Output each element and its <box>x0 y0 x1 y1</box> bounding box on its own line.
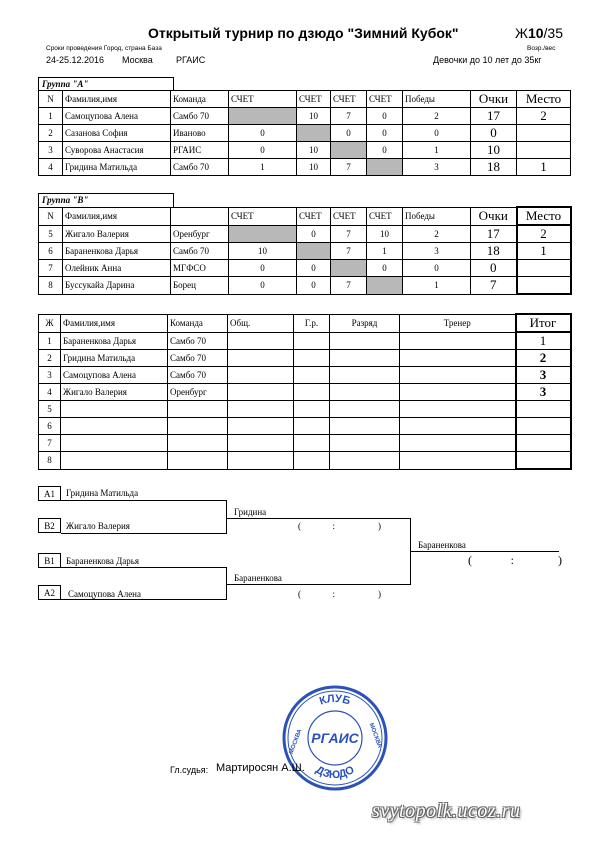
row-score: 0 <box>367 260 403 277</box>
row-name: Самоцупова Алена <box>63 108 171 125</box>
row-score: 10 <box>297 159 331 176</box>
row-birth-year <box>294 401 330 418</box>
final-table <box>38 313 572 470</box>
row-total <box>228 452 294 470</box>
row-team: Оренбург <box>171 225 229 243</box>
semi1-time <box>298 521 381 531</box>
col-name: Фамилия,имя <box>63 91 171 108</box>
row-name: Гридина Матильда <box>61 350 168 367</box>
row-name: Олейник Анна <box>63 260 171 277</box>
row-n: 1 <box>39 108 63 125</box>
row-score <box>331 260 367 277</box>
row-score <box>331 142 367 159</box>
row-name: Буссукайа Дарина <box>63 277 171 295</box>
row-place: 1 <box>517 159 571 176</box>
bracket-name-a1: Гридина Матильда <box>66 488 139 498</box>
row-n: 8 <box>39 277 63 295</box>
row-wins: 2 <box>403 225 471 243</box>
row-rank <box>330 332 400 350</box>
stamp-right-text: МОСКВА <box>367 722 383 749</box>
row-name: Суворова Анастасия <box>63 142 171 159</box>
row-score: 0 <box>229 142 297 159</box>
row-wins: 0 <box>403 260 471 277</box>
row-name <box>61 418 168 435</box>
row-score: 0 <box>367 125 403 142</box>
row-rank <box>330 350 400 367</box>
final-winner: Бараненкова <box>418 540 466 550</box>
row-score: 10 <box>297 108 331 125</box>
row-coach <box>400 435 516 452</box>
group-b-title: Группа "В" <box>38 193 174 207</box>
table-row <box>39 277 571 295</box>
table-row <box>39 125 571 142</box>
time-colon: : <box>332 521 335 531</box>
time-open: ( <box>298 589 301 599</box>
row-place: 2 <box>517 225 571 243</box>
table-row <box>39 384 571 401</box>
row-birth-year <box>294 452 330 470</box>
table-row <box>39 142 571 159</box>
row-name: Самоцупова Алена <box>61 367 168 384</box>
row-birth-year <box>294 367 330 384</box>
table-row <box>39 401 571 418</box>
sub-labels: Сроки проведения Город, страна База <box>46 45 162 52</box>
table-row <box>39 350 571 367</box>
time-close: ) <box>378 521 381 531</box>
row-team <box>168 452 228 470</box>
row-place: 1 <box>517 243 571 260</box>
row-points: 18 <box>471 159 517 176</box>
row-name: Жигало Валерия <box>61 384 168 401</box>
row-score: 7 <box>331 108 367 125</box>
col-place: Место <box>517 91 571 108</box>
col-name: Фамилия,имя <box>61 314 168 332</box>
row-score: 0 <box>297 260 331 277</box>
col-place: Место <box>517 207 571 225</box>
row-total <box>228 418 294 435</box>
row-score <box>367 277 403 295</box>
code-prefix: Ж <box>515 25 528 41</box>
watermark: svytopolk.ucoz.ru <box>372 800 521 822</box>
row-result: 3 <box>516 384 571 401</box>
row-coach <box>400 401 516 418</box>
row-score: 10 <box>229 243 297 260</box>
city: Москва <box>122 55 153 65</box>
row-total <box>228 350 294 367</box>
stamp-center-text: РГАИС <box>311 730 359 746</box>
row-score: 10 <box>297 142 331 159</box>
seed-b2: В2 <box>38 518 61 533</box>
row-birth-year <box>294 435 330 452</box>
col-score: СЧЕТ <box>229 91 297 108</box>
row-score: 7 <box>331 225 367 243</box>
row-n: 3 <box>39 367 61 384</box>
row-score <box>297 243 331 260</box>
row-n: 7 <box>39 435 61 452</box>
row-n: 7 <box>39 260 63 277</box>
row-points: 18 <box>471 243 517 260</box>
row-result <box>516 401 571 418</box>
col-score: СЧЕТ <box>297 91 331 108</box>
group-b-table <box>38 206 572 295</box>
time-open: ( <box>298 521 301 531</box>
row-rank <box>330 384 400 401</box>
row-total <box>228 384 294 401</box>
base: РГАИС <box>176 55 206 65</box>
final-header <box>39 314 571 332</box>
row-team <box>168 435 228 452</box>
row-points: 10 <box>471 142 517 159</box>
code-num: 10 <box>527 25 544 41</box>
stamp-top-text: КЛУБ <box>318 692 352 708</box>
time-open: ( <box>468 553 472 567</box>
row-result: 3 <box>516 367 571 384</box>
bracket-name-a2: Самоцупова Алена <box>68 589 141 599</box>
row-wins: 0 <box>403 125 471 142</box>
row-score: 7 <box>331 277 367 295</box>
stamp-bottom-text: ДЗЮДО <box>313 763 357 782</box>
table-row <box>39 159 571 176</box>
row-result <box>516 435 571 452</box>
table-row <box>39 108 571 125</box>
row-place: 2 <box>517 108 571 125</box>
row-points: 17 <box>471 108 517 125</box>
row-birth-year <box>294 350 330 367</box>
final-time <box>468 553 562 568</box>
col-n: Ж <box>39 314 61 332</box>
semi1-winner: Гридина <box>234 507 267 517</box>
table-row <box>39 243 571 260</box>
row-score: 0 <box>331 125 367 142</box>
row-score: 0 <box>297 225 331 243</box>
group-a-title: Группа "А" <box>38 77 174 91</box>
col-coach: Тренер <box>400 314 516 332</box>
group-a-header <box>39 91 571 108</box>
dates: 24-25.12.2016 <box>46 55 105 65</box>
row-team: Борец <box>171 277 229 295</box>
row-birth-year <box>294 332 330 350</box>
row-coach <box>400 418 516 435</box>
row-total <box>228 332 294 350</box>
seed-b1: В1 <box>38 553 61 568</box>
col-score: СЧЕТ <box>229 207 297 225</box>
table-row <box>39 225 571 243</box>
time-colon: : <box>510 553 514 567</box>
row-score <box>367 159 403 176</box>
row-rank <box>330 452 400 470</box>
row-wins: 1 <box>403 142 471 159</box>
row-score: 7 <box>331 243 367 260</box>
row-rank <box>330 367 400 384</box>
row-score: 0 <box>367 142 403 159</box>
row-score: 0 <box>367 108 403 125</box>
row-name: Сазанова София <box>63 125 171 142</box>
row-name: Бараненкова Дарья <box>63 243 171 260</box>
table-row <box>39 367 571 384</box>
row-score: 7 <box>331 159 367 176</box>
col-result: Итог <box>516 314 571 332</box>
group-b-header <box>39 207 571 225</box>
row-n: 2 <box>39 125 63 142</box>
row-team <box>168 401 228 418</box>
group-a-table <box>38 90 571 176</box>
row-wins: 3 <box>403 159 471 176</box>
col-n: N <box>39 91 63 108</box>
row-coach <box>400 350 516 367</box>
judge-name: Мартиросян А.Ш. <box>216 762 305 774</box>
row-birth-year <box>294 418 330 435</box>
row-points: 0 <box>471 260 517 277</box>
bracket-name-b1: Бараненкова Дарья <box>66 556 139 566</box>
row-wins: 1 <box>403 277 471 295</box>
row-n: 4 <box>39 384 61 401</box>
row-team: Самбо 70 <box>168 332 228 350</box>
row-wins: 3 <box>403 243 471 260</box>
row-rank <box>330 435 400 452</box>
semi2-winner: Бараненкова <box>234 573 282 583</box>
row-score: 0 <box>229 125 297 142</box>
stamp-left-text: МОСКВА <box>288 728 304 755</box>
row-team: Оренбург <box>168 384 228 401</box>
row-result: 1 <box>516 332 571 350</box>
row-team: Самбо 70 <box>168 367 228 384</box>
col-score: СЧЕТ <box>367 91 403 108</box>
col-wins: Победы <box>403 207 471 225</box>
row-place <box>517 277 571 295</box>
row-n: 6 <box>39 243 63 260</box>
col-score: СЧЕТ <box>297 207 331 225</box>
row-team: Иваново <box>171 125 229 142</box>
row-score: 0 <box>229 277 297 295</box>
row-score: 0 <box>229 260 297 277</box>
row-coach <box>400 332 516 350</box>
stamp-svg <box>281 684 389 792</box>
row-team: Самбо 70 <box>171 243 229 260</box>
row-team <box>168 418 228 435</box>
col-name: Фамилия,имя <box>63 207 171 225</box>
col-points: Очки <box>471 91 517 108</box>
row-team: РГАИС <box>171 142 229 159</box>
row-team: Самбо 70 <box>171 159 229 176</box>
category: Девочки до 10 лет до 35кг <box>433 55 542 65</box>
row-name <box>61 452 168 470</box>
protocol-code <box>515 25 563 41</box>
col-birth-year: Г.р. <box>294 314 330 332</box>
semi2-time <box>298 589 381 599</box>
judge-label: Гл.судья: <box>170 765 209 775</box>
col-n: N <box>39 207 63 225</box>
row-score: 1 <box>367 243 403 260</box>
row-total <box>228 435 294 452</box>
row-wins: 2 <box>403 108 471 125</box>
col-team: Команда <box>171 91 229 108</box>
row-points: 0 <box>471 125 517 142</box>
row-place <box>517 142 571 159</box>
row-coach <box>400 452 516 470</box>
row-name <box>61 401 168 418</box>
row-score: 1 <box>229 159 297 176</box>
row-n: 5 <box>39 401 61 418</box>
col-score: СЧЕТ <box>331 91 367 108</box>
row-n: 8 <box>39 452 61 470</box>
seed-a2: А2 <box>38 585 61 600</box>
row-score: 10 <box>367 225 403 243</box>
row-n: 6 <box>39 418 61 435</box>
time-close: ) <box>558 553 562 567</box>
row-score <box>229 225 297 243</box>
row-n: 2 <box>39 350 61 367</box>
col-team <box>171 207 229 225</box>
table-row <box>39 260 571 277</box>
age-label: Возр./вес <box>527 45 556 52</box>
code-suffix: /35 <box>543 25 563 41</box>
row-n: 3 <box>39 142 63 159</box>
row-place <box>517 125 571 142</box>
row-team: МГФСО <box>171 260 229 277</box>
row-score <box>229 108 297 125</box>
table-row <box>39 435 571 452</box>
table-row <box>39 418 571 435</box>
time-colon: : <box>332 589 335 599</box>
row-result <box>516 418 571 435</box>
club-stamp <box>281 684 389 792</box>
row-points: 17 <box>471 225 517 243</box>
row-name <box>61 435 168 452</box>
row-coach <box>400 367 516 384</box>
row-n: 1 <box>39 332 61 350</box>
page-title: Открытый турнир по дзюдо "Зимний Кубок" <box>148 25 459 41</box>
row-result: 2 <box>516 350 571 367</box>
table-row <box>39 332 571 350</box>
col-score: СЧЕТ <box>331 207 367 225</box>
col-team: Команда <box>168 314 228 332</box>
row-rank <box>330 418 400 435</box>
time-close: ) <box>378 589 381 599</box>
row-rank <box>330 401 400 418</box>
row-place <box>517 260 571 277</box>
seed-a1: А1 <box>38 486 61 501</box>
row-n: 4 <box>39 159 63 176</box>
col-total: Общ. <box>228 314 294 332</box>
row-n: 5 <box>39 225 63 243</box>
col-score: СЧЕТ <box>367 207 403 225</box>
bracket-name-b2: Жигало Валерия <box>66 521 130 531</box>
row-birth-year <box>294 384 330 401</box>
row-score: 0 <box>297 277 331 295</box>
row-result <box>516 452 571 470</box>
row-team: Самбо 70 <box>171 108 229 125</box>
row-name: Жигало Валерия <box>63 225 171 243</box>
row-coach <box>400 384 516 401</box>
row-name: Гридина Матильда <box>63 159 171 176</box>
row-team: Самбо 70 <box>168 350 228 367</box>
col-wins: Победы <box>403 91 471 108</box>
col-points: Очки <box>471 207 517 225</box>
table-row <box>39 452 571 470</box>
row-points: 7 <box>471 277 517 295</box>
col-rank: Разряд <box>330 314 400 332</box>
row-score <box>297 125 331 142</box>
row-name: Бараненкова Дарья <box>61 332 168 350</box>
row-total <box>228 401 294 418</box>
row-total <box>228 367 294 384</box>
